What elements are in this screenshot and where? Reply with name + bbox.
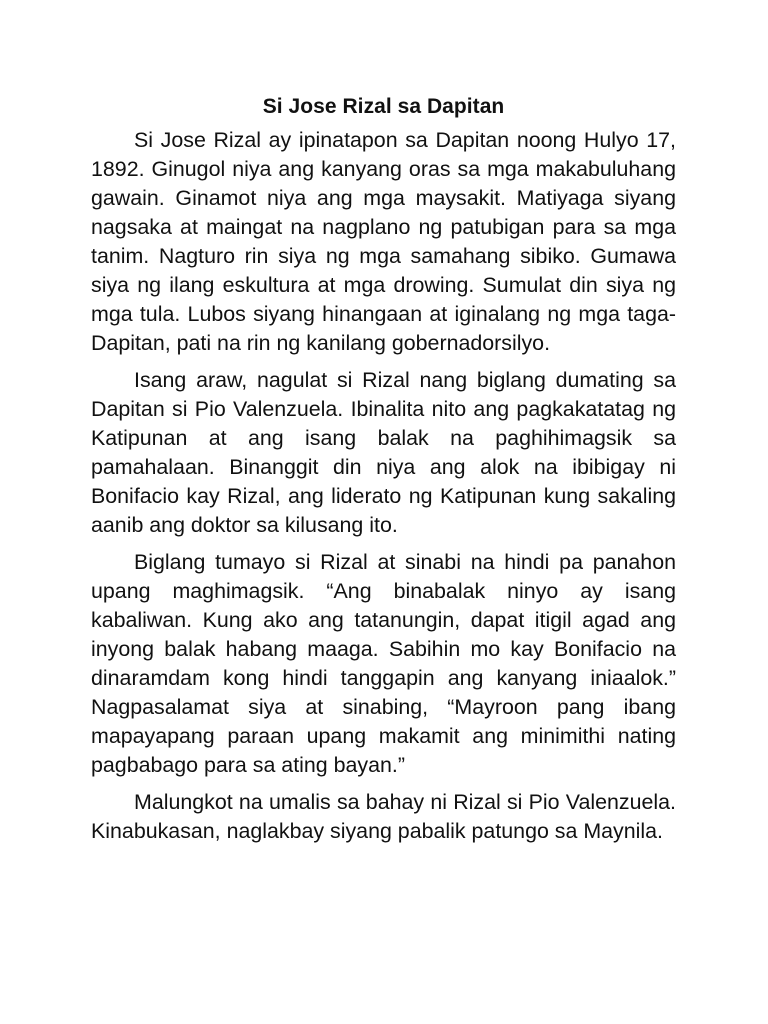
document-title: Si Jose Rizal sa Dapitan — [262, 95, 505, 118]
paragraph-1: Si Jose Rizal ay ipinatapon sa Dapitan noong Hulyo 17, 1892. Ginugol niya ang kanyang oras sa mga makabuluhang gawain. Ginamot niya ang mga maysakit. Matiyaga siyang nagsaka at maingat na nagplano ng patubigan para sa mga tanim. Nagturo rin siya ng mga samahang sibiko. Gumawa siya ng ilang eskultura at mga drowing. Sumulat din siya ng mga tula. Lubos siyang hinangaan at iginalang ng mga taga-Dapitan, pati na rin ng kanilang gobernadorsilyo. — [91, 128, 676, 355]
paragraph-3: Biglang tumayo si Rizal at sinabi na hindi pa panahon upang maghimagsik. “Ang binabalak ninyo ay isang kabaliwan. Kung ako ang tatanungin, dapat itigil agad ang inyong balak habang maaga. Sabihin mo kay Bonifacio na dinaramdam kong hindi tanggapin ang kanyang iniaalok.” Nagpasalamat siya at sinabing, “Mayroon pang ibang mapayapang paraan upang makamit ang minimithi nating pagbabago para sa ating bayan.” — [91, 550, 676, 777]
paragraph-4: Malungkot na umalis sa bahay ni Rizal si Pio Valenzuela. Kinabukasan, naglakbay siyang pabalik patungo sa Maynila. — [91, 790, 676, 843]
paragraph-2: Isang araw, nagulat si Rizal nang biglang dumating sa Dapitan si Pio Valenzuela. Ibinalita nito ang pagkakatatag ng Katipunan at ang isang balak na paghihimagsik sa pamahalaan. Binanggit din niya ang alok na ibibigay ni Bonifacio kay Rizal, ang liderato ng Katipunan kung sakaling aanib ang doktor sa kilusang ito. — [91, 368, 676, 537]
